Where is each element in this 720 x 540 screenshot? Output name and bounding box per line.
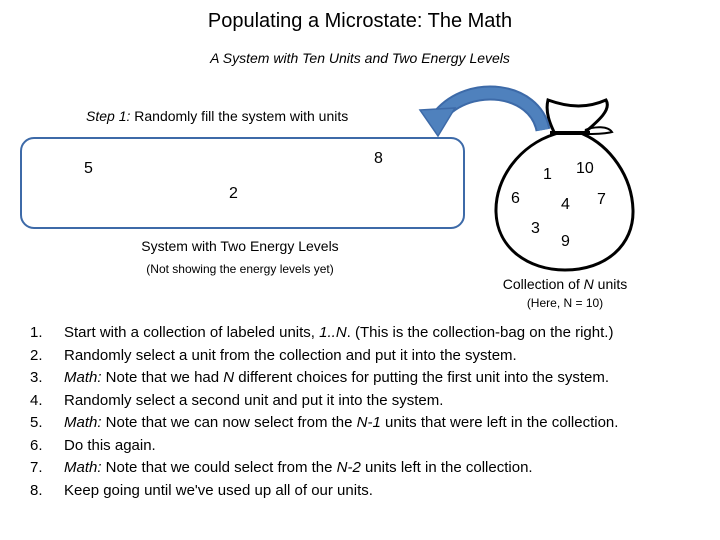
list-item-text: units that were left in the collection. (380, 414, 619, 431)
list-item-number: 5. (30, 414, 43, 431)
list-item-text: Randomly select a unit from the collection and put it into the system. (64, 346, 517, 364)
arrow-head-icon (420, 108, 455, 136)
list-item-text: N (223, 369, 235, 386)
collection-subtitle: (Here, N = 10) (526, 296, 604, 310)
list-item-text: units left in the collection. (360, 459, 533, 476)
system-title: System with Two Energy Levels (141, 238, 339, 254)
list-item-text: . (This is the collection-bag on the right.) (346, 324, 614, 341)
list-item (30, 457, 618, 480)
collection-title-n: N (583, 276, 594, 292)
list-item (30, 480, 618, 503)
collection-title-pre: Collection of (502, 276, 584, 292)
list-item-number: 8. (30, 481, 43, 499)
list-item-number: 6. (30, 436, 43, 454)
list-item-number: 7. (30, 459, 43, 476)
list-item-text: 1..N (319, 324, 347, 341)
step-label: Step 1: (86, 108, 131, 124)
list-item-text: Do this again. (64, 436, 156, 454)
list-item (30, 367, 618, 390)
list-item-text: Note that we could select from the (101, 459, 337, 476)
bag-unit-10: 10 (576, 160, 594, 177)
list-item-text: Start with a collection of labeled units, (64, 324, 320, 341)
bag-unit-1: 1 (543, 166, 552, 183)
steps-list (30, 322, 618, 502)
bag-unit-9: 9 (561, 233, 570, 250)
list-item (30, 435, 618, 458)
system-subtitle: (Not showing the energy levels yet) (146, 262, 334, 276)
list-item-number: 2. (30, 346, 43, 364)
list-item-text: N-1 (356, 414, 381, 431)
list-item-text: N-2 (336, 459, 361, 476)
list-item (30, 345, 618, 368)
collection-title (470, 276, 660, 292)
system-unit-5: 5 (84, 160, 93, 177)
collection-title-post: units (593, 276, 628, 292)
page-title: Populating a Microstate: The Math (207, 10, 513, 32)
list-item-text: Math: (64, 459, 102, 476)
bag-unit-3: 3 (531, 220, 540, 237)
list-item-text: Math: (64, 414, 102, 431)
list-item-number: 1. (30, 324, 43, 341)
list-item (30, 412, 618, 435)
list-item-text: different choices for putting the first unit into the system. (234, 369, 610, 386)
list-item (30, 322, 618, 345)
list-item-number: 3. (30, 369, 43, 386)
step-text: Randomly fill the system with units (130, 108, 349, 124)
list-item-text: Note that we had (101, 369, 224, 386)
list-item (30, 390, 618, 413)
bag-unit-4: 4 (561, 196, 570, 213)
system-unit-8: 8 (374, 150, 383, 167)
list-item-number: 4. (30, 391, 43, 409)
system-unit-2: 2 (229, 185, 238, 202)
bag-unit-6: 6 (511, 190, 520, 207)
list-item-text: Math: (64, 369, 102, 386)
list-item-text: Note that we can now select from the (101, 414, 357, 431)
bag-unit-7: 7 (597, 191, 606, 208)
page-subtitle: A System with Ten Units and Two Energy Levels (210, 50, 510, 66)
list-item-text: Randomly select a second unit and put it into the system. (64, 391, 444, 409)
list-item-text: Keep going until we've used up all of our units. (64, 481, 373, 499)
